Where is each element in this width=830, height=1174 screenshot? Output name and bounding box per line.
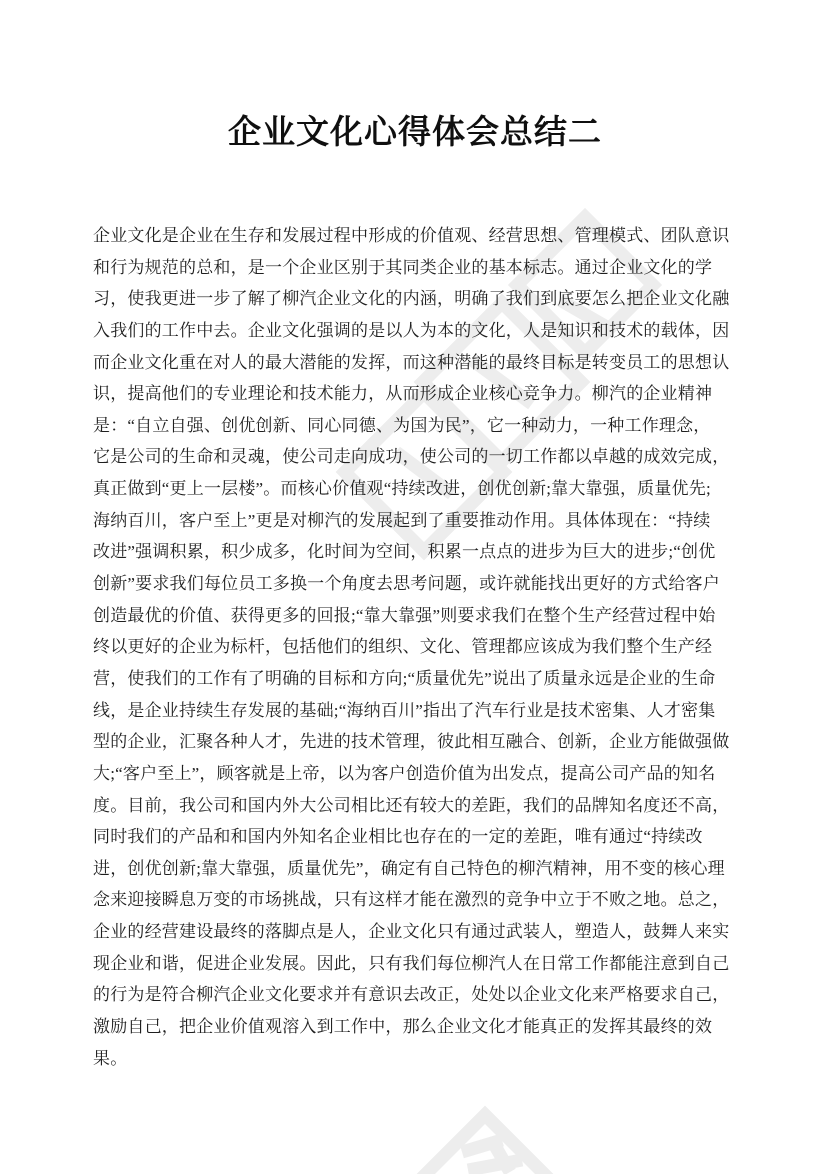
text-line: 度。目前，我公司和国内外大公司相比还有较大的差距，我们的品牌知名度还不高， — [93, 795, 730, 815]
text-line: 入我们的工作中去。企业文化强调的是以人为本的文化，人是知识和技术的载体，因 — [93, 320, 730, 340]
text-line: 进，创优创新;靠大靠强，质量优先”，确定有自己特色的柳汽精神，用不变的核心理 — [93, 858, 725, 878]
text-line: 线，是企业持续生存发展的基础;“海纳百川”指出了汽车行业是技术密集、人才密集 — [93, 700, 716, 720]
text-line: 创造最优的价值、获得更多的回报;“靠大靠强”则要求我们在整个生产经营过程中始 — [93, 605, 716, 625]
text-line: 企业文化是企业在生存和发展过程中形成的价值观、经营思想、管理模式、团队意识 — [93, 226, 730, 245]
page-title: 企业文化心得体会总结二 — [228, 115, 602, 151]
text-line: 营，使我们的工作有了明确的目标和方向;“质量优先”说出了质量永远是企业的生命 — [93, 668, 716, 688]
text-line: 改进”强调积累，积少成多，化时间为空间，积累一点点的进步为巨大的进步;“创优 — [93, 542, 716, 562]
text-line: 终以更好的企业为标杆，包括他们的组织、文化、管理都应该成为我们整个生产经 — [93, 637, 713, 657]
text-line: 激励自己，把企业价值观溶入到工作中，那么企业文化才能真正的发挥其最终的效 — [93, 1017, 713, 1037]
text-line: 真正做到“更上一层楼”。而核心价值观“持续改进，创优创新;靠大靠强，质量优先; — [93, 479, 711, 499]
text-line: 念来迎接瞬息万变的市场挑战，只有这样才能在激烈的竞争中立于不败之地。总之， — [93, 890, 730, 910]
text-line: 海纳百川，客户至上”更是对柳汽的发展起到了重要推动作用。具体体现在：“持续 — [93, 510, 711, 530]
text-line: 的行为是符合柳汽企业文化要求并有意识去改正，处处以企业文化来严格要求自己， — [93, 985, 730, 1005]
text-line: 同时我们的产品和和国内外知名企业相比也存在的一定的差距，唯有通过“持续改 — [93, 827, 703, 847]
document-body — [93, 220, 740, 1074]
text-line: 企业的经营建设最终的落脚点是人，企业文化只有通过武装人，塑造人，鼓舞人来实 — [93, 922, 730, 942]
text-line: 创新”要求我们每位员工多换一个角度去思考问题，或许就能找出更好的方式给客户 — [93, 574, 720, 594]
text-line: 习，使我更进一步了解了柳汽企业文化的内涵，明确了我们到底要怎么把企业文化融 — [93, 289, 730, 309]
text-line: 型的企业，汇聚各种人才，先进的技术管理，彼此相互融合、创新，企业方能做强做 — [93, 732, 730, 752]
text-line: 它是公司的生命和灵魂，使公司走向成功，使公司的一切工作都以卓越的成效完成， — [93, 447, 730, 467]
text-line: 果。 — [93, 1048, 128, 1068]
text-line: 识，提高他们的专业理论和技术能力，从而形成企业核心竞争力。柳汽的企业精神 — [93, 384, 713, 404]
text-line: 是：“自立自强、创优创新、同心同德、为国为民”，它一种动力，一种工作理念， — [93, 415, 711, 435]
text-line: 大;“客户至上”，顾客就是上帝，以为客户创造价值为出发点，提高公司产品的知名 — [93, 763, 716, 783]
text-line: 和行为规范的总和，是一个企业区别于其同类企业的基本标志。通过企业文化的学 — [93, 257, 713, 277]
text-line: 而企业文化重在对人的最大潜能的发挥，而这种潜能的最终目标是转变员工的思想认 — [93, 352, 730, 372]
text-line: 现企业和谐，促进企业发展。因此，只有我们每位柳汽人在日常工作都能注意到自己 — [93, 953, 730, 973]
